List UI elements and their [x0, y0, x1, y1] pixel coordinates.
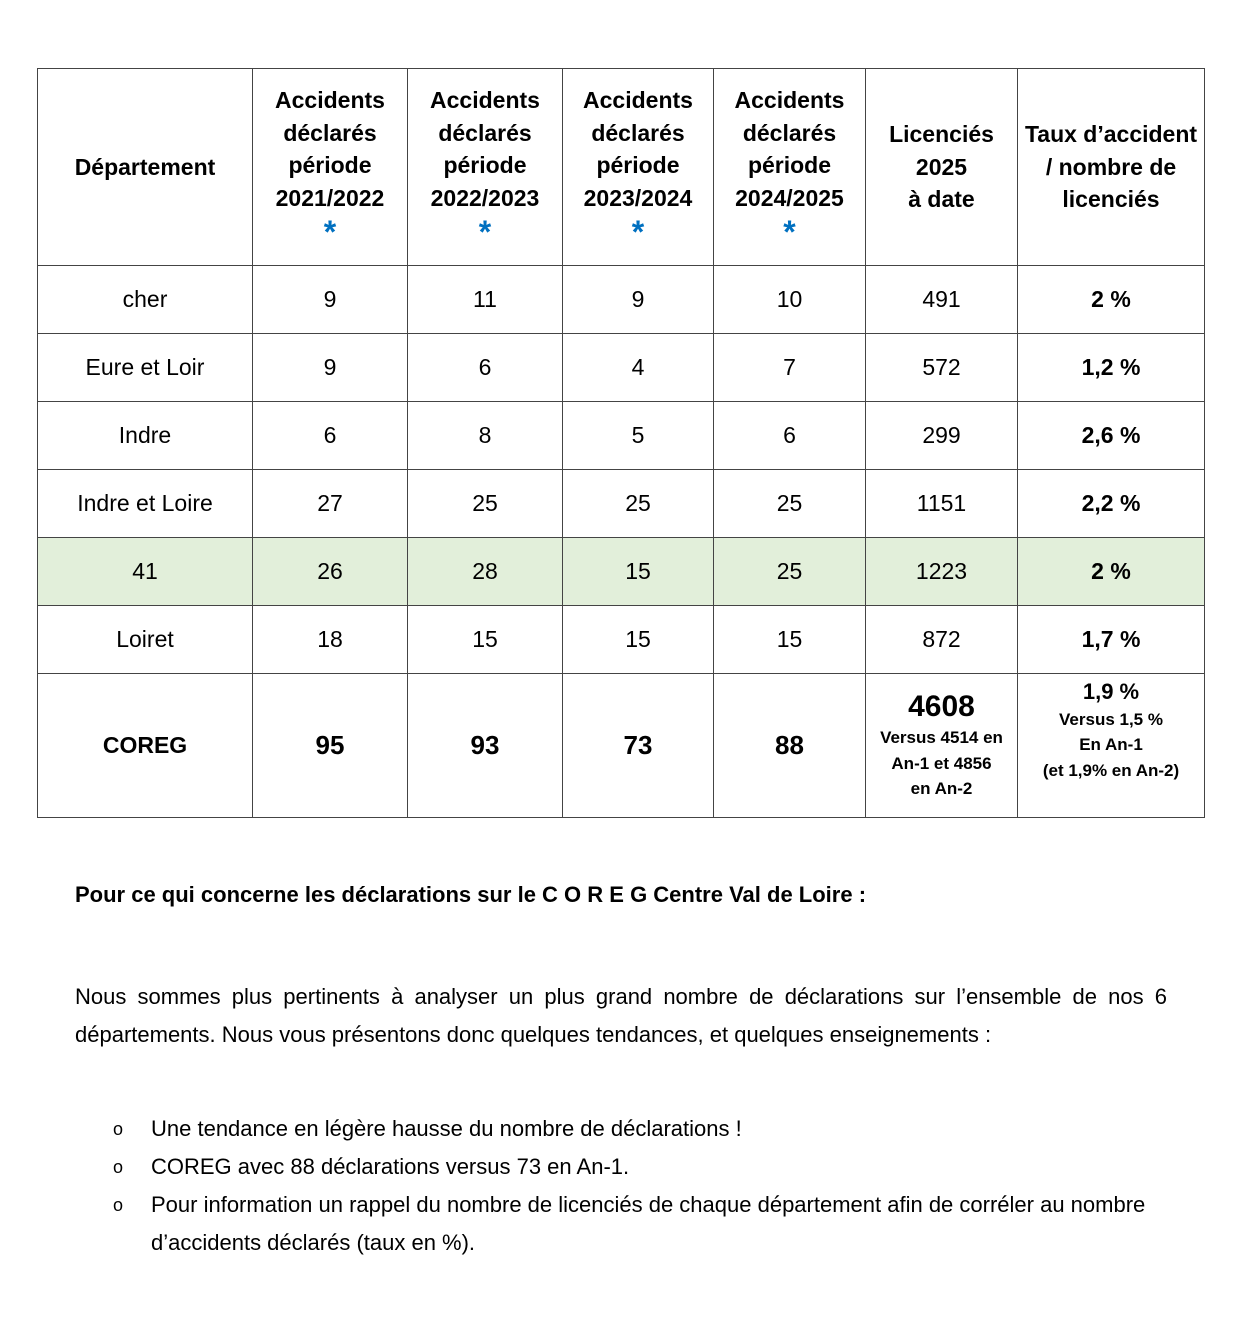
cell-taux: 1,7 %: [1018, 606, 1205, 674]
table-row: [38, 266, 1205, 334]
taux-note-line: (et 1,9% en An-2): [1042, 760, 1180, 780]
circle-bullet-icon: o: [113, 1195, 124, 1215]
table-row: [38, 402, 1205, 470]
circle-bullet-icon: o: [113, 1157, 124, 1177]
cell-2021-2022: 6: [253, 402, 408, 470]
cell-2022-2023: 28: [408, 538, 563, 606]
cell-taux-total: [1018, 674, 1205, 818]
circle-bullet-icon: o: [113, 1119, 124, 1139]
cell-2024-2025: 88: [714, 674, 866, 818]
asterisk-icon: *: [323, 213, 337, 250]
cell-2022-2023: 6: [408, 334, 563, 402]
cell-2022-2023: 8: [408, 402, 563, 470]
cell-2024-2025: 10: [714, 266, 866, 334]
cell-2024-2025: 6: [714, 402, 866, 470]
header-departement: Département: [38, 69, 253, 266]
cell-2022-2023: 93: [408, 674, 563, 818]
header-2023-2024: Accidents déclarés période 2023/2024 *: [563, 69, 714, 266]
cell-departement: Indre: [38, 402, 253, 470]
taux-total-value: 1,9 %: [1082, 679, 1140, 704]
cell-2023-2024: 73: [563, 674, 714, 818]
cell-2023-2024: 15: [563, 538, 714, 606]
licencies-total-value: 4608: [908, 690, 975, 724]
asterisk-icon: *: [478, 213, 492, 250]
cell-2022-2023: 25: [408, 470, 563, 538]
cell-departement: Eure et Loir: [38, 334, 253, 402]
cell-licencies: 1223: [866, 538, 1018, 606]
cell-departement: Loiret: [38, 606, 253, 674]
cell-licencies: 491: [866, 266, 1018, 334]
cell-taux: 2,2 %: [1018, 470, 1205, 538]
cell-licencies: 1151: [866, 470, 1018, 538]
cell-2023-2024: 15: [563, 606, 714, 674]
header-licencies: Licenciés 2025 à date: [866, 69, 1018, 266]
cell-departement: cher: [38, 266, 253, 334]
cell-taux: 1,2 %: [1018, 334, 1205, 402]
cell-2021-2022: 9: [253, 266, 408, 334]
table-row-total: [38, 674, 1205, 818]
table-row-highlighted: [38, 538, 1205, 606]
cell-2021-2022: 18: [253, 606, 408, 674]
cell-2024-2025: 7: [714, 334, 866, 402]
header-2021-2022: Accidents déclarés période 2021/2022 *: [253, 69, 408, 266]
cell-departement: COREG: [38, 674, 253, 818]
cell-2023-2024: 5: [563, 402, 714, 470]
table-header-row: [38, 69, 1205, 266]
cell-2022-2023: 11: [408, 266, 563, 334]
intro-paragraph: Nous sommes plus pertinents à analyser un plus grand nombre de déclarations sur l’ensemble de nos 6 départements. Nous vous présentons donc quelques tendances, et quelques enseignements :: [75, 984, 1167, 1047]
licencies-note-line: An-1 et 4856: [891, 753, 992, 773]
list-item: o Pour information un rappel du nombre de licenciés de chaque département afin de corréler au nombre d’accidents déclarés (taux en %).: [75, 1186, 1167, 1262]
taux-note-line: Versus 1,5 %: [1059, 709, 1163, 729]
cell-2023-2024: 4: [563, 334, 714, 402]
cell-licencies-total: [866, 674, 1018, 818]
cell-departement: Indre et Loire: [38, 470, 253, 538]
cell-2022-2023: 15: [408, 606, 563, 674]
licencies-note-line: Versus 4514 en: [880, 728, 1003, 748]
cell-2023-2024: 25: [563, 470, 714, 538]
cell-taux: 2 %: [1018, 538, 1205, 606]
cell-2023-2024: 9: [563, 266, 714, 334]
section-heading: Pour ce qui concerne les déclarations sur le C O R E G Centre Val de Loire :: [75, 882, 867, 907]
findings-list: [75, 1110, 1167, 1262]
cell-2024-2025: 25: [714, 538, 866, 606]
cell-2021-2022: 26: [253, 538, 408, 606]
header-2022-2023: Accidents déclarés période 2022/2023 *: [408, 69, 563, 266]
cell-departement: 41: [38, 538, 253, 606]
taux-note-line: En An-1: [1079, 735, 1143, 755]
cell-licencies: 299: [866, 402, 1018, 470]
licencies-note-line: en An-2: [910, 779, 973, 799]
list-item: o COREG avec 88 déclarations versus 73 en An-1.: [75, 1148, 1167, 1186]
table-row: [38, 470, 1205, 538]
cell-licencies: 572: [866, 334, 1018, 402]
accidents-table: [37, 68, 1205, 818]
cell-2021-2022: 95: [253, 674, 408, 818]
cell-2021-2022: 27: [253, 470, 408, 538]
cell-taux: 2,6 %: [1018, 402, 1205, 470]
cell-licencies: 872: [866, 606, 1018, 674]
cell-2021-2022: 9: [253, 334, 408, 402]
table-row: [38, 606, 1205, 674]
header-2024-2025: Accidents déclarés période 2024/2025 *: [714, 69, 866, 266]
header-taux: Taux d’accident / nombre de licenciés: [1018, 69, 1205, 266]
table-row: [38, 334, 1205, 402]
list-item: o Une tendance en légère hausse du nombre de déclarations !: [75, 1110, 1167, 1148]
cell-taux: 2 %: [1018, 266, 1205, 334]
cell-2024-2025: 25: [714, 470, 866, 538]
asterisk-icon: *: [631, 213, 645, 250]
cell-2024-2025: 15: [714, 606, 866, 674]
asterisk-icon: *: [783, 213, 796, 250]
